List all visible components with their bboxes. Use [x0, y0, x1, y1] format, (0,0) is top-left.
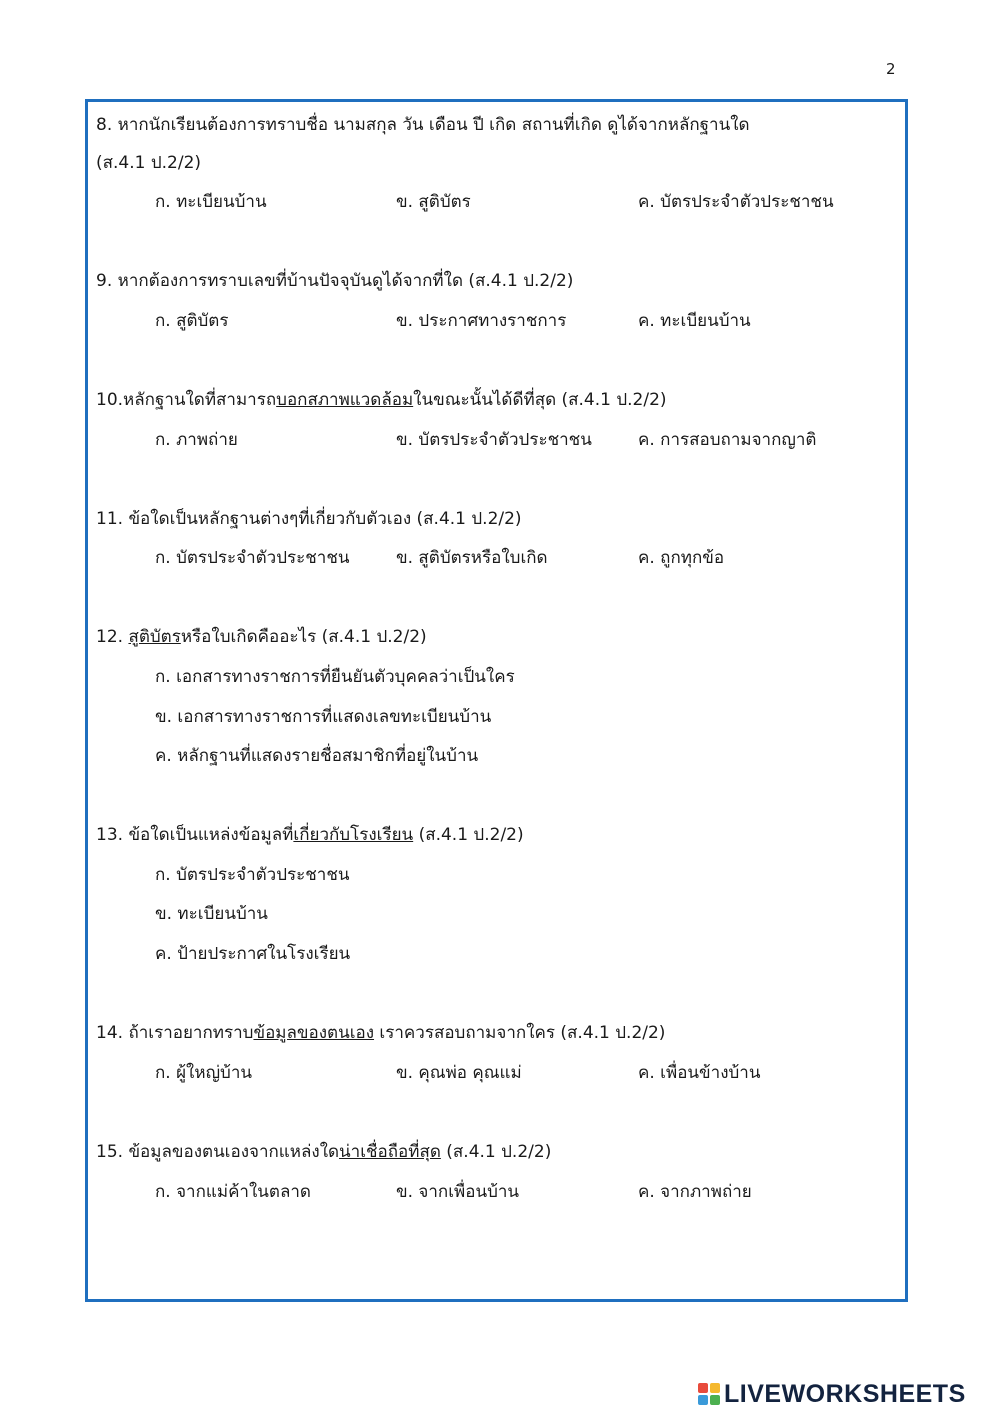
liveworksheets-logo [698, 1379, 966, 1409]
liveworksheets-wordmark: LIVEWORKSHEETS [724, 1379, 966, 1408]
question-14-text [96, 1021, 665, 1045]
question-14-prefix: 14. ถ้าเราอยากทราบ [96, 1023, 254, 1043]
question-9-text: 9. หากต้องการทราบเลขที่บ้านปัจจุบันดูได้จากที่ใด (ส.4.1 ป.2/2) [96, 271, 574, 291]
question-13-text [96, 823, 524, 847]
question-10-option-b[interactable]: ข. บัตรประจำตัวประชาชน [396, 430, 592, 450]
question-8-option-b[interactable]: ข. สูติบัตร [396, 192, 471, 212]
question-8-text-cont: (ส.4.1 ป.2/2) [96, 153, 202, 173]
question-10-text [96, 388, 667, 412]
question-8-option-c[interactable]: ค. บัตรประจำตัวประชาชน [638, 192, 834, 212]
question-10-option-a[interactable]: ก. ภาพถ่าย [155, 430, 238, 450]
page-number: 2 [886, 60, 896, 78]
logo-square-red [698, 1383, 708, 1393]
question-12-suffix: หรือใบเกิดคืออะไร (ส.4.1 ป.2/2) [180, 627, 427, 647]
question-13-underline: เกี่ยวกับโรงเรียน [293, 825, 414, 845]
question-13-option-a[interactable]: ก. บัตรประจำตัวประชาชน [155, 865, 350, 885]
question-8-text: 8. หากนักเรียนต้องการทราบชื่อ นามสกุล วัน เดือน ปี เกิด สถานที่เกิด ดูได้จากหลักฐานใด [96, 115, 750, 135]
question-14-underline: ข้อมูลของตนเอง [253, 1023, 375, 1043]
question-11-option-a[interactable]: ก. บัตรประจำตัวประชาชน [155, 548, 350, 568]
question-11-option-b[interactable]: ข. สูติบัตรหรือใบเกิด [396, 548, 548, 568]
question-15-option-b[interactable]: ข. จากเพื่อนบ้าน [396, 1182, 520, 1202]
question-14-option-c[interactable]: ค. เพื่อนข้างบ้าน [638, 1063, 761, 1083]
question-15-prefix: 15. ข้อมูลของตนเองจากแหล่งใด [96, 1142, 340, 1162]
question-13-option-b[interactable]: ข. ทะเบียนบ้าน [155, 904, 268, 924]
logo-square-green [710, 1395, 720, 1405]
question-13-option-c[interactable]: ค. ป้ายประกาศในโรงเรียน [155, 944, 351, 964]
question-13-suffix: (ส.4.1 ป.2/2) [413, 825, 524, 845]
logo-square-blue [698, 1395, 708, 1405]
question-10-option-c[interactable]: ค. การสอบถามจากญาติ [638, 430, 817, 450]
question-14-option-b[interactable]: ข. คุณพ่อ คุณแม่ [396, 1063, 522, 1083]
question-12-prefix: 12. [96, 627, 129, 647]
question-14-suffix: เราควรสอบถามจากใคร (ส.4.1 ป.2/2) [374, 1023, 666, 1043]
question-15-text [96, 1140, 551, 1164]
question-9-option-a[interactable]: ก. สูติบัตร [155, 311, 229, 331]
question-8-option-a[interactable]: ก. ทะเบียนบ้าน [155, 192, 267, 212]
liveworksheets-logo-icon [698, 1383, 720, 1405]
logo-square-yellow [710, 1383, 720, 1393]
question-12-underline: สูติบัตร [128, 627, 181, 647]
question-14-option-a[interactable]: ก. ผู้ใหญ่บ้าน [155, 1063, 253, 1083]
question-10-underline: บอกสภาพแวดล้อม [276, 390, 414, 410]
question-12-option-b[interactable]: ข. เอกสารทางราชการที่แสดงเลขทะเบียนบ้าน [155, 707, 492, 727]
question-10-suffix: ในขณะนั้นได้ดีที่สุด (ส.4.1 ป.2/2) [413, 390, 667, 410]
question-15-underline: น่าเชื่อถือที่สุด [339, 1142, 441, 1162]
question-15-suffix: (ส.4.1 ป.2/2) [440, 1142, 552, 1162]
question-12-option-a[interactable]: ก. เอกสารทางราชการที่ยืนยันตัวบุคคลว่าเป็นใคร [155, 667, 515, 687]
question-15-option-a[interactable]: ก. จากแม่ค้าในตลาด [155, 1182, 311, 1202]
question-10-prefix: 10.หลักฐานใดที่สามารถ [96, 390, 277, 410]
question-13-prefix: 13. ข้อใดเป็นแหล่งข้อมูลที่ [96, 825, 294, 845]
question-11-option-c[interactable]: ค. ถูกทุกข้อ [638, 548, 725, 568]
question-9-option-b[interactable]: ข. ประกาศทางราชการ [396, 311, 567, 331]
question-9-option-c[interactable]: ค. ทะเบียนบ้าน [638, 311, 751, 331]
question-15-option-c[interactable]: ค. จากภาพถ่าย [638, 1182, 752, 1202]
question-11-text: 11. ข้อใดเป็นหลักฐานต่างๆที่เกี่ยวกับตัวเอง (ส.4.1 ป.2/2) [96, 509, 522, 529]
question-12-text [96, 625, 427, 649]
question-12-option-c[interactable]: ค. หลักฐานที่แสดงรายชื่อสมาชิกที่อยู่ในบ้าน [155, 746, 479, 766]
